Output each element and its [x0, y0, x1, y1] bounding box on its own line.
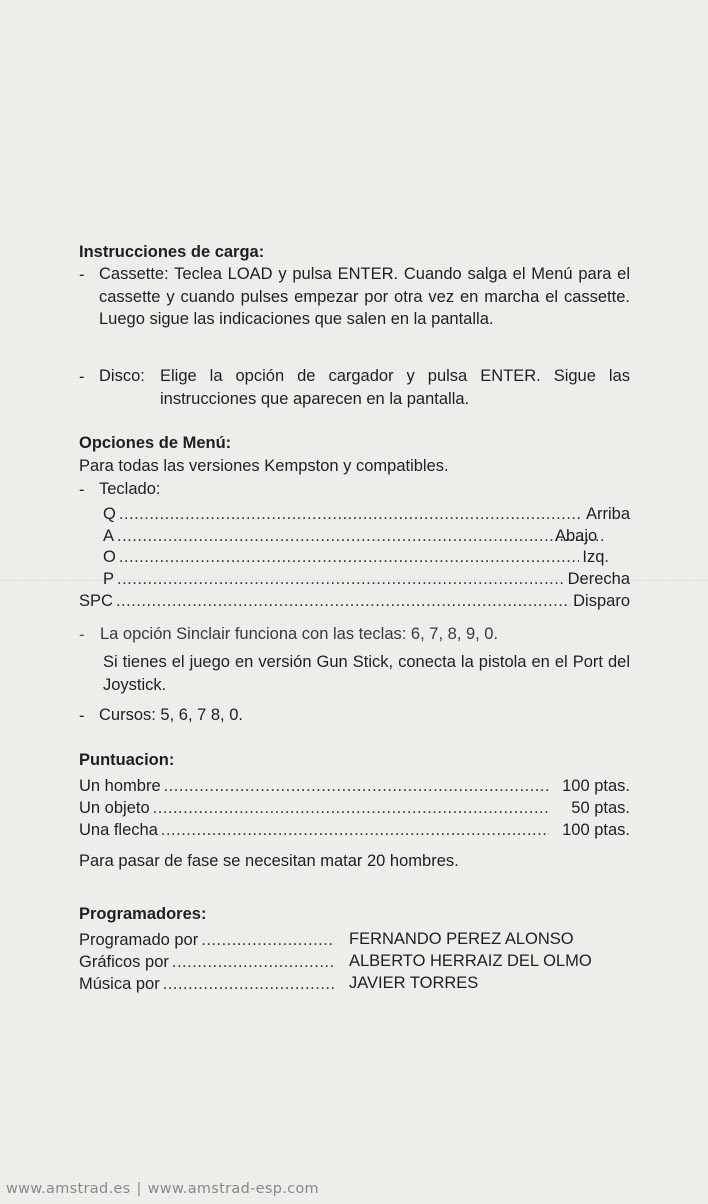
watermark-site-1: www.amstrad.es [6, 1181, 131, 1197]
bullet-dash: - [79, 707, 85, 725]
dot-leader [119, 503, 583, 525]
credit-row [79, 973, 335, 995]
cassette-instructions: Cassette: Teclea LOAD y pulsa ENTER. Cuando salga el Menú para el cassette y cuando pulses empezar por otra vez en marcha el cassette. Luego sigue las indicaciones que salen en la pantalla. [99, 265, 630, 328]
key-name: O [103, 548, 116, 566]
key-row-spc [79, 590, 630, 612]
dot-leader [163, 973, 335, 995]
dot-leader [201, 929, 335, 951]
key-name: SPC [79, 592, 113, 610]
dot-leader [164, 775, 549, 797]
key-row-q [103, 503, 630, 525]
scoring-heading: Puntuacion: [79, 751, 175, 769]
credit-row [79, 929, 335, 951]
dot-leader [172, 951, 335, 973]
credit-name: ALBERTO HERRAIZ DEL OLMO [349, 952, 592, 970]
gunstick-note: Si tienes el juego en versión Gun Stick, conecta la pistola en el Port del Joystick. [103, 653, 630, 694]
key-name: P [103, 570, 115, 588]
dot-leader [119, 546, 580, 568]
teclado-label: Teclado: [99, 480, 161, 498]
key-action: Izq. [582, 548, 609, 566]
watermark-separator: | [136, 1181, 142, 1197]
key-row-p [103, 568, 630, 590]
score-row [79, 797, 630, 819]
watermark-site-2: www.amstrad-esp.com [147, 1181, 319, 1197]
dot-leader [117, 568, 565, 590]
score-points: 50 ptas. [571, 799, 630, 817]
bullet-dash: - [79, 266, 85, 284]
key-action: Derecha [567, 570, 630, 588]
programmers-heading: Programadores: [79, 905, 207, 923]
menu-options-heading: Opciones de Menú: [79, 434, 232, 452]
credit-name: JAVIER TORRES [349, 974, 479, 992]
key-action: Abajo [555, 527, 598, 545]
credit-row [79, 951, 335, 973]
bullet-dash: - [79, 481, 85, 499]
disco-label: Disco: [99, 367, 145, 385]
dot-leader [117, 525, 604, 547]
bullet-dash: - [79, 368, 85, 386]
score-item: Un hombre [79, 777, 161, 795]
loading-instructions-heading: Instrucciones de carga: [79, 243, 265, 261]
dot-leader [116, 590, 570, 612]
key-name: Q [103, 505, 116, 523]
credit-role: Programado por [79, 931, 199, 949]
dot-leader [153, 797, 549, 819]
key-action: Disparo [573, 592, 630, 610]
sinclair-note: La opción Sinclair funciona con las teclas: 6, 7, 8, 9, 0. [100, 625, 499, 643]
menu-intro: Para todas las versiones Kempston y compatibles. [79, 457, 449, 475]
score-points: 100 ptas. [562, 777, 630, 795]
cursos-note: Cursos: 5, 6, 7 8, 0. [99, 706, 243, 724]
dot-leader [161, 819, 549, 841]
score-row [79, 819, 630, 841]
key-name: A [103, 527, 115, 545]
score-row [79, 775, 630, 797]
key-row-a [103, 525, 607, 547]
disco-instructions: Elige la opción de cargador y pulsa ENTER. Sigue las instrucciones que aparecen en la pantalla. [160, 367, 630, 408]
key-row-o [103, 546, 609, 568]
credit-role: Música por [79, 975, 160, 993]
key-action: Arriba [585, 505, 630, 523]
credit-name: FERNANDO PEREZ ALONSO [349, 930, 574, 948]
watermark-footer [6, 1181, 319, 1197]
phase-note: Para pasar de fase se necesitan matar 20 hombres. [79, 852, 459, 870]
score-points: 100 ptas. [562, 821, 630, 839]
score-item: Un objeto [79, 799, 150, 817]
score-item: Una flecha [79, 821, 158, 839]
bullet-dash: - [79, 626, 85, 644]
credit-role: Gráficos por [79, 953, 169, 971]
